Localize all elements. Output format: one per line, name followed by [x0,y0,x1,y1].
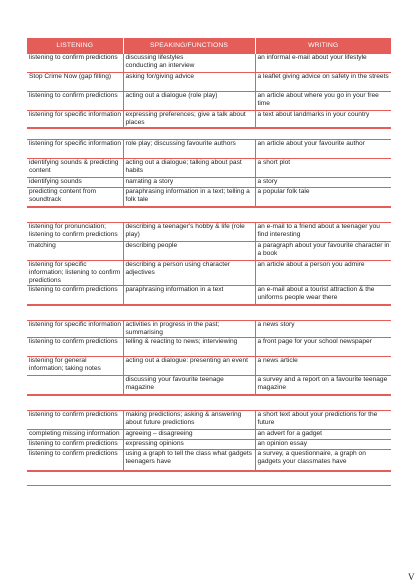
writing-cell: a text about landmarks in your country [255,111,391,129]
writing-cell: an article about where you go in your free time [255,92,391,111]
table-row [27,73,391,92]
writing-cell: a popular folk tale [255,188,391,208]
header-speaking-functions: SPEAKING/FUNCTIONS [123,38,255,54]
table-row [27,430,391,440]
speaking-cell: agreeing – disagreeing [123,430,255,440]
listening-cell: listening to confirm predictions [27,450,123,472]
listening-cell: listening to confirm predictions [27,440,123,450]
listening-cell: Stop Crime Now (gap filling) [27,73,123,92]
writing-cell: an article about your favourite author [255,140,391,159]
page-number: V [408,572,415,582]
writing-cell: a leaflet giving advice on safety in the streets [255,73,391,92]
skills-table [27,38,391,486]
writing-cell: a news article [255,357,391,376]
listening-cell [27,376,123,396]
writing-cell: an e-mail about a tourist attraction & the uniforms people wear there [255,286,391,306]
writing-cell: an opinion essay [255,440,391,450]
table-row [27,286,391,306]
speaking-cell: paraphrasing information in a text; telling a folk tale [123,188,255,208]
table-row [27,440,391,450]
table-row [27,357,391,376]
table-row [27,338,391,357]
speaking-cell: expressing preferences; give a talk about places [123,111,255,129]
writing-cell: a front page for your school newspaper [255,338,391,357]
table-row [27,321,391,338]
speaking-cell: activities in progress in the past; summarising [123,321,255,338]
speaking-cell: making predictions; asking & answering about future predictions [123,411,255,430]
writing-cell: a paragraph about your favourite character in a book [255,242,391,261]
writing-cell: a short plot [255,159,391,178]
speaking-cell: role play; discussing favourite authors [123,140,255,159]
header-writing: WRITING [255,38,391,54]
listening-cell: listening for general information; taking notes [27,357,123,376]
speaking-cell: paraphrasing information in a text [123,286,255,306]
unit-separator [27,395,391,411]
table-row [27,188,391,208]
table-row [27,223,391,242]
table-row [27,92,391,111]
table-row [27,242,391,261]
speaking-cell: describing a person using character adjectives [123,261,255,286]
table-row [27,111,391,129]
syllabus-page [27,38,415,582]
listening-cell: listening for specific information [27,111,123,129]
table-body [27,54,391,486]
table-row [27,159,391,178]
writing-cell: an advert for a gadget [255,430,391,440]
listening-cell: listening for pronunciation; listening to confirm predictions [27,223,123,242]
listening-cell: predicting content from soundtrack [27,188,123,208]
speaking-cell: acting out a dialogue; talking about past habits [123,159,255,178]
writing-cell: a story [255,178,391,188]
listening-cell: identifying sounds & predicting content [27,159,123,178]
speaking-cell: telling & reacting to news; interviewing [123,338,255,357]
speaking-cell: discussing your favourite teenage magazine [123,376,255,396]
listening-cell: listening to confirm predictions [27,411,123,430]
table-row [27,450,391,472]
listening-cell: matching [27,242,123,261]
table-row [27,54,391,73]
listening-cell: listening for specific information; listening to confirm predictions [27,261,123,286]
table-row [27,261,391,286]
speaking-cell: acting out a dialogue: presenting an event [123,357,255,376]
unit-separator [27,207,391,223]
speaking-cell: acting out a dialogue (role play) [123,92,255,111]
writing-cell: an e-mail to a friend about a teenager you find interesting [255,223,391,242]
listening-cell: listening to confirm predictions [27,286,123,306]
table-row [27,178,391,188]
writing-cell: an informal e-mail about your lifestyle [255,54,391,73]
unit-separator [27,305,391,321]
listening-cell: listening for specific information [27,140,123,159]
writing-cell: a news story [255,321,391,338]
speaking-cell: describing people [123,242,255,261]
listening-cell: listening to confirm predictions [27,338,123,357]
header-listening: LISTENING [27,38,123,54]
writing-cell: a survey, a questionnaire, a graph on gadgets your classmates have [255,450,391,472]
speaking-cell: discussing lifestyles conducting an interview [123,54,255,73]
writing-cell: a survey and a report on a favourite teenage magazine [255,376,391,396]
table-row [27,411,391,430]
speaking-cell: describing a teenager's hobby & life (role play) [123,223,255,242]
table-row [27,376,391,396]
listening-cell: listening for specific information [27,321,123,338]
writing-cell: an article about a person you admire [255,261,391,286]
table-row [27,140,391,159]
listening-cell: listening to confirm predictions [27,54,123,73]
speaking-cell: using a graph to tell the class what gadgets teenagers have [123,450,255,472]
listening-cell: listening to confirm predictions [27,92,123,111]
speaking-cell: expressing opinions [123,440,255,450]
listening-cell: completing missing information [27,430,123,440]
writing-cell: a short text about your predictions for the future [255,411,391,430]
table-header-row [27,38,391,54]
speaking-cell: asking for/giving advice [123,73,255,92]
unit-separator [27,471,391,486]
unit-separator [27,128,391,140]
listening-cell: identifying sounds [27,178,123,188]
speaking-cell: narrating a story [123,178,255,188]
